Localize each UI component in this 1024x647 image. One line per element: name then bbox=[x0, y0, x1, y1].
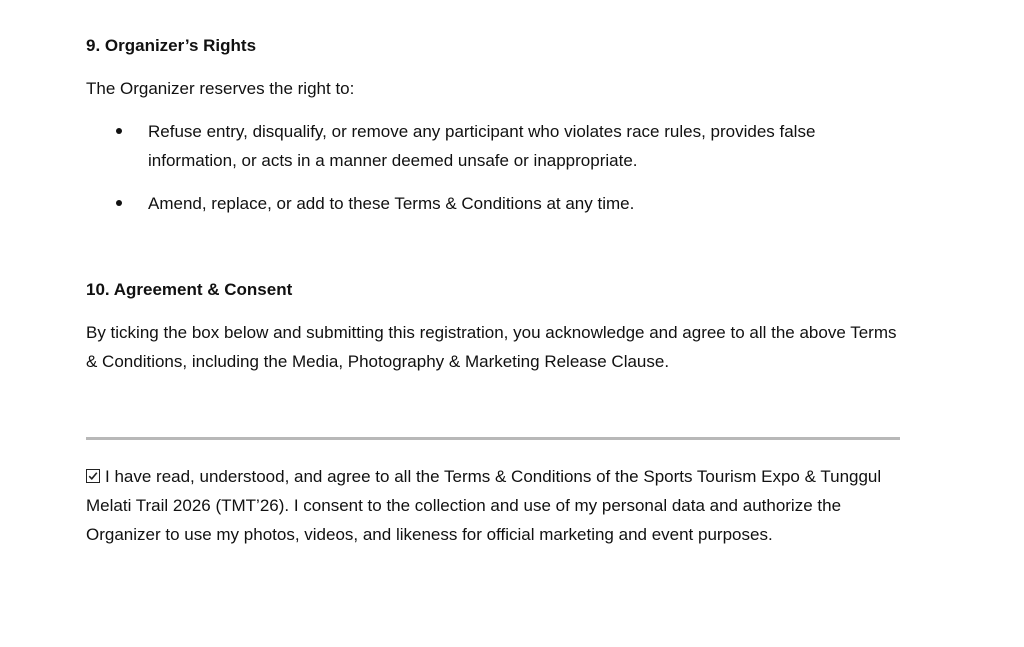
consent-text: I have read, understood, and agree to all the Terms & Conditions of the Sports Tourism Expo & Tunggul Melati Trail 2026 (TMT’26). I consent to the collection and use of my personal data and authorize the Organizer to use my photos, videos, and likeness for official marketing and event purposes. bbox=[86, 467, 882, 544]
section-heading-organizers-rights: 9. Organizer’s Rights bbox=[86, 36, 257, 55]
section-intro: The Organizer reserves the right to: bbox=[86, 79, 355, 98]
horizontal-divider bbox=[86, 437, 900, 440]
list-item-text: Refuse entry, disqualify, or remove any participant who violates race rules, provides false information, or acts in a manner deemed unsafe or inappropriate. bbox=[148, 122, 816, 170]
list-item-text: Amend, replace, or add to these Terms & Conditions at any time. bbox=[148, 194, 635, 213]
bullet-icon bbox=[116, 128, 122, 134]
section-heading-agreement-consent: 10. Agreement & Consent bbox=[86, 280, 293, 299]
agreement-body: By ticking the box below and submitting this registration, you acknowledge and agree to all the above Terms & Conditions, including the Media, Photography & Marketing Release Clause. bbox=[86, 323, 897, 371]
consent-statement bbox=[86, 462, 906, 549]
consent-checkbox-checked-icon[interactable] bbox=[86, 469, 100, 483]
bullet-icon bbox=[116, 200, 122, 206]
